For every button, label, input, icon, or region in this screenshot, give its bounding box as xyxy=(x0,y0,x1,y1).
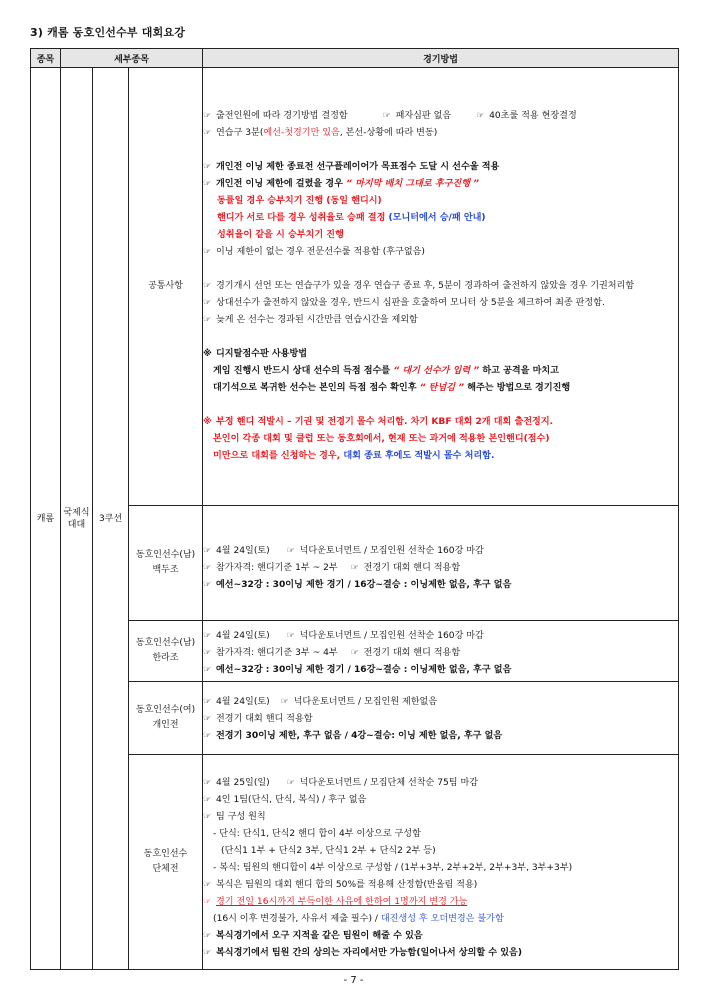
pointing-hand-icon: ☞ xyxy=(203,111,212,121)
team-line-8: ☞ 경기 전일 16시까지 부득이한 사유에 한하여 1명까지 변경 가능 xyxy=(203,894,678,911)
team-line-4: - 단식: 단식1, 단식2 핸디 합이 4부 이상으로 구성함 xyxy=(213,828,421,839)
common-line-3: ☞ 개인전 이닝 제한 종료전 선구플레이어가 목표점수 도달 시 선수울 적용 xyxy=(203,159,678,176)
men1-label-line2: 백두조 xyxy=(152,565,179,575)
team-line-11: ☞ 복식경기에서 팀원 간의 상의는 자리에서만 가능함(일어나서 상의할 수 있음) xyxy=(203,945,678,962)
men1-line-1: ☞ 4월 24일(토) ☞ 넉다운토너먼트 / 모집인원 선착순 160강 마감 xyxy=(203,543,678,560)
common-label-cell xyxy=(129,68,203,506)
tournament-rules-table xyxy=(30,48,679,970)
common-line-2: ☞ 연습구 3분(예선-첫경기만 있음, 본선-상황에 따라 변동) xyxy=(203,125,678,142)
pointing-hand-icon: ☞ xyxy=(203,315,212,325)
intl-label-line2: 대대 xyxy=(67,519,86,530)
table-row-women xyxy=(31,682,679,755)
team-line-6: - 복식: 팀원의 핸디합이 4부 이상으로 구성함 / (1부+3부, 2부+2부, 2부+3부, 3부+3부) xyxy=(213,862,573,873)
team-line-7: ☞ 복식은 팀원의 대회 핸디 합의 50%를 적용해 산정함(반올림 적용) xyxy=(203,877,678,894)
common-line-9: ☞ 경기개시 선언 또는 연습구가 있을 경우 연습구 종료 후, 5분이 경과하여 출전하지 않았을 경우 기권처리함 xyxy=(203,278,678,295)
cushion-label: 3쿠션 xyxy=(98,513,123,524)
pointing-hand-icon: ☞ xyxy=(203,730,212,741)
pointing-hand-icon: ☞ xyxy=(203,179,212,189)
intl-cell xyxy=(61,68,93,970)
women-line-1: ☞ 4월 24일(토) ☞ 넉다운토너먼트 / 모집인원 제한없음 xyxy=(203,694,678,711)
reference-mark-icon: ※ xyxy=(203,349,212,359)
pointing-hand-icon: ☞ xyxy=(203,281,212,291)
pointing-hand-icon: ☞ xyxy=(203,162,212,172)
women-label-cell xyxy=(129,682,203,755)
header-event: 종목 xyxy=(31,49,61,68)
team-line-10: ☞ 복식경기에서 오구 지적을 같은 팀원이 해줄 수 있음 xyxy=(203,928,678,945)
common-line-11: ☞ 늦게 온 선수는 경과된 시간만큼 연습시간을 제외함 xyxy=(203,312,678,329)
pointing-hand-icon: ☞ xyxy=(286,545,295,556)
women-method-cell xyxy=(203,682,679,755)
men2-line-3: ☞ 예선~32강 : 30이닝 제한 경기 / 16강~결승 : 이닝제한 없음, 후구 없음 xyxy=(203,662,678,679)
pointing-hand-icon: ☞ xyxy=(203,247,212,257)
common-line-16: 본인이 각종 대회 및 클럽 또는 동호회에서, 현재 또는 과거에 적용한 본인핸디(점수) xyxy=(213,434,550,444)
pointing-hand-icon: ☞ xyxy=(286,777,295,788)
team-line-9: (16시 이후 변경불가, 사유서 제출 필수) / 대진생성 후 오더변경은 불가함 xyxy=(213,913,504,924)
pointing-hand-icon: ☞ xyxy=(203,811,212,822)
pointing-hand-icon: ☞ xyxy=(203,713,212,724)
pointing-hand-icon: ☞ xyxy=(203,879,212,890)
pointing-hand-icon: ☞ xyxy=(203,947,212,958)
page-number: - 7 - xyxy=(343,975,364,986)
table-row-men-halla xyxy=(31,621,679,682)
common-line-8: ☞ 이닝 제한이 없는 경우 전문선수룰 적용함 (후구없음) xyxy=(203,244,678,261)
common-line-12: ※ 디지탈점수판 사용방법 xyxy=(203,346,678,363)
team-line-5: (단식1 1부 + 단식2 3부, 단식1 2부 + 단식2 2부 등) xyxy=(221,845,436,856)
table-row-men-baekdu xyxy=(31,506,679,621)
women-line-2: ☞ 전경기 대회 핸디 적용함 xyxy=(203,711,678,728)
men2-method-cell xyxy=(203,621,679,682)
event-label: 캐롬 xyxy=(36,513,55,524)
men2-label-line1: 동호인선수(남) xyxy=(135,638,196,648)
team-method-cell xyxy=(203,755,679,970)
men2-label-line2: 한라조 xyxy=(152,653,179,663)
women-label-line2: 개인전 xyxy=(152,720,179,730)
event-cell xyxy=(31,68,61,970)
team-line-2: ☞ 4인 1팀(단식, 단식, 복식) / 후구 없음 xyxy=(203,792,678,809)
common-line-14: 대기석으로 복귀한 선수는 본인의 득점 점수 확인후 “ 탄넘김 ” 해주는 방법으로 경기진행 xyxy=(213,383,571,393)
cushion-cell xyxy=(93,68,129,970)
pointing-hand-icon: ☞ xyxy=(203,298,212,308)
table-row-team xyxy=(31,755,679,970)
pointing-hand-icon: ☞ xyxy=(203,930,212,941)
common-line-5: 동률일 경우 승부치기 진행 (동일 핸디시) xyxy=(217,196,382,206)
men1-label-cell xyxy=(129,506,203,621)
pointing-hand-icon: ☞ xyxy=(203,545,212,556)
pointing-hand-icon: ☞ xyxy=(350,647,359,658)
common-line-13: 게임 진행시 반드시 상대 선수의 득점 점수를 “ 대기 선수가 입력 ” 하고 공격을 마치고 xyxy=(213,366,559,376)
pointing-hand-icon: ☞ xyxy=(476,111,485,121)
pointing-hand-icon: ☞ xyxy=(203,562,212,573)
pointing-hand-icon: ☞ xyxy=(203,896,212,907)
men1-method-cell xyxy=(203,506,679,621)
table-header-row xyxy=(31,49,679,68)
reference-mark-icon: ※ xyxy=(203,417,212,427)
intl-label-line1: 국제식 xyxy=(63,507,90,518)
header-method: 경기방법 xyxy=(203,49,679,68)
table-row-common xyxy=(31,68,679,506)
pointing-hand-icon: ☞ xyxy=(203,579,212,590)
pointing-hand-icon: ☞ xyxy=(382,111,391,121)
men1-label-line1: 동호인선수(남) xyxy=(135,550,196,560)
pointing-hand-icon: ☞ xyxy=(350,562,359,573)
pointing-hand-icon: ☞ xyxy=(203,647,212,658)
common-label: 공통사항 xyxy=(148,281,183,291)
header-sub-event: 세부종목 xyxy=(61,49,203,68)
men2-line-2: ☞ 참가자격: 핸디기준 3부 ~ 4부 ☞ 전경기 대회 핸디 적용함 xyxy=(203,645,678,662)
pointing-hand-icon: ☞ xyxy=(203,794,212,805)
pointing-hand-icon: ☞ xyxy=(203,664,212,675)
pointing-hand-icon: ☞ xyxy=(203,630,212,641)
common-line-17: 미만으로 대회를 신청하는 경우, 대회 종료 후에도 적발시 몰수 처리함. xyxy=(213,451,495,461)
common-line-15: ※ 부정 핸디 적발시 – 기권 및 전경기 몰수 처리함. 차기 KBF 대회 2개 대회 출전정지. xyxy=(203,414,678,431)
team-line-3: ☞ 팀 구성 원칙 xyxy=(203,809,678,826)
common-line-6: 핸디가 서로 다를 경우 성취율로 승패 결정 (모니터에서 승/패 안내) xyxy=(217,213,486,223)
men1-line-3: ☞ 예선~32강 : 30이닝 제한 경기 / 16강~결승 : 이닝제한 없음, 후구 없음 xyxy=(203,577,678,594)
women-line-3: ☞ 전경기 30이닝 제한, 후구 없음 / 4강~결승: 이닝 제한 없음, 후구 없음 xyxy=(203,728,678,745)
team-line-1: ☞ 4월 25일(일) ☞ 넉다운토너먼트 / 모집단체 선착순 75팀 마감 xyxy=(203,775,678,792)
common-line-10: ☞ 상대선수가 출전하지 않았을 경우, 반드시 심판을 호출하여 모니터 상 5분을 체크하여 최종 판정함. xyxy=(203,295,678,312)
common-line-1: ☞ 출전인원에 따라 경기방법 결정함 ☞ 패자심판 없음 ☞ 40초룰 적용 현장결정 xyxy=(203,108,678,125)
page-heading: 3) 캐롬 동호인선수부 대회요강 xyxy=(30,26,186,39)
women-label-line1: 동호인선수(여) xyxy=(135,705,196,715)
common-method-cell xyxy=(203,68,679,506)
pointing-hand-icon: ☞ xyxy=(286,630,295,641)
pointing-hand-icon: ☞ xyxy=(280,696,289,707)
men2-label-cell xyxy=(129,621,203,682)
team-label-cell xyxy=(129,755,203,970)
team-label-line1: 동호인선수 xyxy=(143,849,188,859)
pointing-hand-icon: ☞ xyxy=(203,777,212,788)
team-label-line2: 단체전 xyxy=(152,864,179,874)
pointing-hand-icon: ☞ xyxy=(203,696,212,707)
common-line-4: ☞ 개인전 이닝 제한에 걸렸을 경우 “ 마지막 배치 그대로 후구진행 ” xyxy=(203,176,678,193)
common-line-7: 성취율이 같을 시 승부치기 진행 xyxy=(217,230,344,240)
men2-line-1: ☞ 4월 24일(토) ☞ 넉다운토너먼트 / 모집인원 선착순 160강 마감 xyxy=(203,628,678,645)
men1-line-2: ☞ 참가자격: 핸디기준 1부 ~ 2부 ☞ 전경기 대회 핸디 적용함 xyxy=(203,560,678,577)
pointing-hand-icon: ☞ xyxy=(203,128,212,138)
